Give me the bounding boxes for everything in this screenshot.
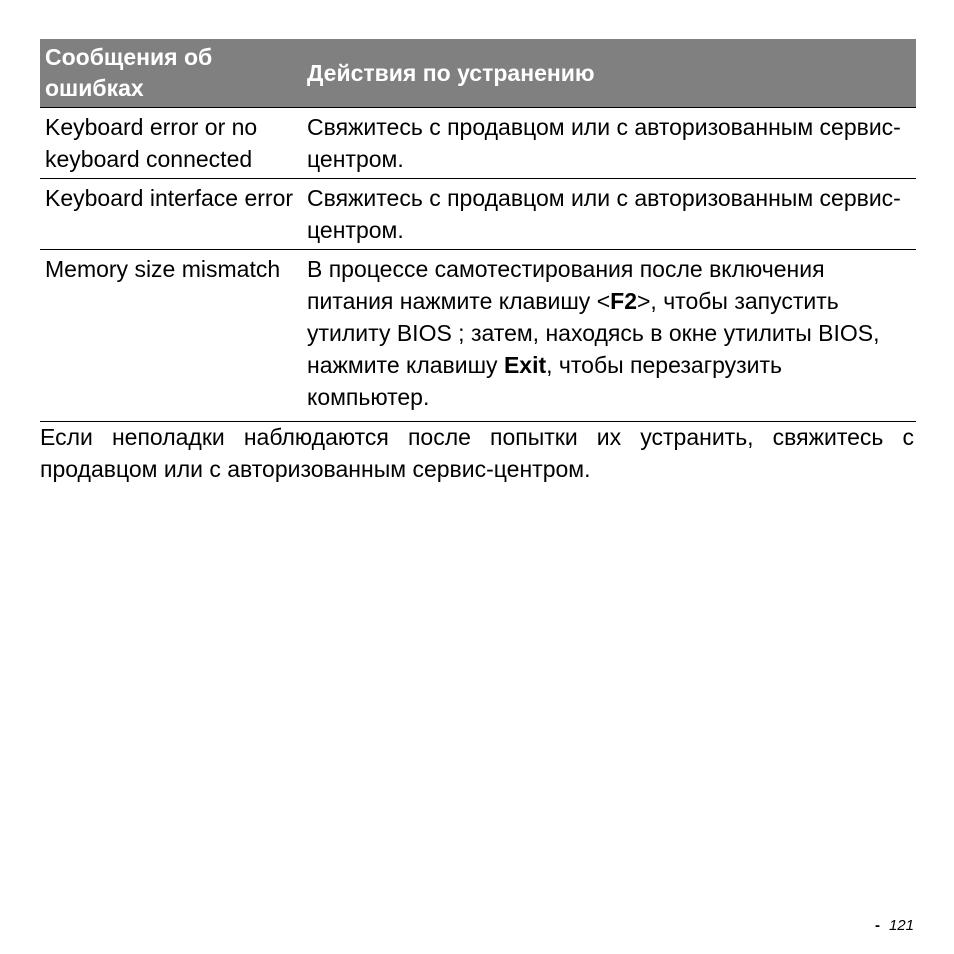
action-cell: Свяжитесь с продавцом или с авторизованным сервис-центром. xyxy=(302,179,916,250)
error-message-cell: Keyboard interface error xyxy=(40,179,302,250)
header-corrective-actions: Действия по устранению xyxy=(302,39,916,108)
action-text: >, чтобы запустить утилиту BIOS ; затем, находясь в окне утилиты BIOS, нажмите клавишу xyxy=(307,288,880,378)
error-messages-table xyxy=(40,39,916,422)
page-footer xyxy=(875,917,914,934)
action-cell xyxy=(302,250,916,422)
key-f2: F2 xyxy=(610,288,637,314)
page-number: 121 xyxy=(888,917,914,934)
action-cell: Свяжитесь с продавцом или с авторизованным сервис-центром. xyxy=(302,108,916,179)
table-row xyxy=(40,179,916,250)
action-text: , чтобы перезагрузить компьютер. xyxy=(307,352,783,410)
error-message-cell: Memory size mismatch xyxy=(40,250,302,422)
table-row xyxy=(40,250,916,422)
footer-dash: - xyxy=(874,917,880,934)
action-text: В процессе самотестирования после включения питания нажмите клавишу < xyxy=(307,256,825,314)
error-message-cell: Keyboard error or no keyboard connected xyxy=(40,108,302,179)
table-row xyxy=(40,108,916,179)
support-note: Если неполадки наблюдаются после попытки их устранить, свяжитесь с продавцом или с авторизованным сервис-центром. xyxy=(40,424,914,482)
table-header xyxy=(40,39,916,108)
key-exit: Exit xyxy=(503,352,547,378)
header-error-messages: Сообщения об ошибках xyxy=(40,39,302,108)
